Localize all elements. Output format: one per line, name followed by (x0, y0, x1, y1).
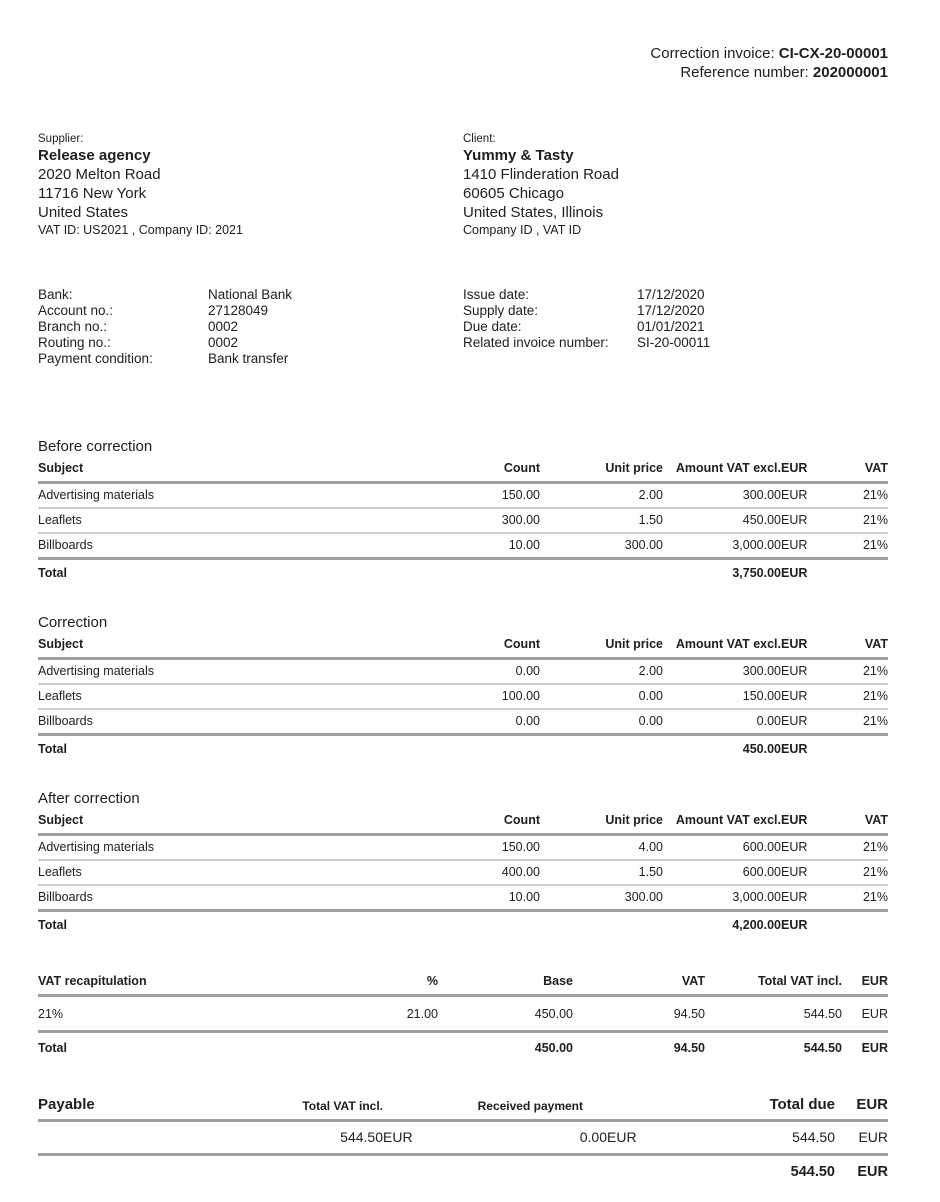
cell-vat: 21% (834, 684, 888, 709)
cell-unit-price: 1.50 (540, 860, 663, 885)
cell-count: 10.00 (423, 533, 540, 559)
document-header (38, 0, 888, 82)
details-section (38, 287, 888, 367)
cell-count: 0.00 (423, 709, 540, 735)
cell-subject: Leaflets (38, 684, 423, 709)
table-row (38, 885, 888, 911)
recap-header-row (38, 971, 888, 996)
payable-total-due-currency: EUR (835, 1121, 888, 1155)
col-header-subject: Subject (38, 810, 423, 835)
total-amount: 4,200.00 (732, 918, 781, 932)
col-header-amount: Amount VAT excl. (663, 810, 781, 835)
table-header-row (38, 810, 888, 835)
correction-invoice-number: CI-CX-20-00001 (778, 45, 888, 62)
table-row (38, 659, 888, 685)
recap-currency: EUR (842, 996, 888, 1032)
payable-received-amount: 0.00 (443, 1121, 607, 1155)
cell-vat: 21% (834, 885, 888, 911)
branch-value: 0002 (208, 319, 239, 334)
payable-total-vat-currency: EUR (383, 1121, 443, 1155)
table-row (38, 835, 888, 861)
recap-total-amount: 544.50 (803, 1041, 842, 1055)
cell-amount: 300.00 (663, 659, 781, 685)
table-row (38, 533, 888, 559)
bank-value: National Bank (208, 287, 293, 302)
cell-subject: Leaflets (38, 860, 423, 885)
col-header-currency: EUR (781, 810, 834, 835)
total-currency: EUR (781, 742, 808, 756)
cell-amount: 300.00 (663, 483, 781, 509)
cell-amount: 3,000.00 (663, 533, 781, 559)
reference-number-label: Reference number: (680, 64, 809, 81)
bank-row (38, 287, 463, 303)
payable-header-total-due: Total due (667, 1093, 835, 1121)
reference-number-line (38, 63, 888, 82)
cell-unit-price: 0.00 (540, 684, 663, 709)
before-correction-table (38, 458, 888, 585)
section-after-correction (38, 791, 888, 937)
related-invoice-row (463, 335, 888, 351)
cell-subject: Billboards (38, 533, 423, 559)
cell-count: 100.00 (423, 684, 540, 709)
account-label: Account no.: (38, 303, 114, 318)
section-title-before-correction: Before correction (38, 438, 153, 455)
table-header-row (38, 458, 888, 483)
total-label: Total (38, 918, 67, 932)
table-header-row (38, 634, 888, 659)
col-header-unit-price: Unit price (540, 810, 663, 835)
supplier-label: Supplier: (38, 133, 84, 145)
total-amount: 3,750.00 (732, 566, 781, 580)
cell-unit-price: 1.50 (540, 508, 663, 533)
correction-table (38, 634, 888, 761)
cell-unit-price: 2.00 (540, 483, 663, 509)
table-row (38, 508, 888, 533)
recap-total-base: 450.00 (534, 1041, 573, 1055)
cell-count: 400.00 (423, 860, 540, 885)
cell-subject: Billboards (38, 885, 423, 911)
related-invoice-label: Related invoice number: (463, 335, 609, 350)
issue-date-row (463, 287, 888, 303)
cell-unit-price: 300.00 (540, 885, 663, 911)
due-date-value: 01/01/2021 (637, 319, 705, 334)
payable-header-currency: EUR (835, 1093, 888, 1121)
recap-row (38, 996, 888, 1032)
col-header-count: Count (423, 634, 540, 659)
recap-vat: 94.50 (573, 996, 705, 1032)
reference-number-value: 202000001 (812, 64, 888, 81)
col-header-unit-price: Unit price (540, 458, 663, 483)
recap-total-row (38, 1032, 888, 1062)
total-label: Total (38, 566, 67, 580)
cell-amount: 3,000.00 (663, 885, 781, 911)
cell-currency: EUR (781, 483, 834, 509)
table-total-row (38, 735, 888, 762)
correction-invoice-line (38, 44, 888, 63)
client-label: Client: (463, 133, 496, 145)
table-row (38, 684, 888, 709)
cell-vat: 21% (834, 835, 888, 861)
recap-total-vat: 94.50 (673, 1041, 705, 1055)
invoice-details (463, 287, 888, 367)
payable-header-row (38, 1093, 888, 1121)
routing-value: 0002 (208, 335, 239, 350)
cell-unit-price: 2.00 (540, 659, 663, 685)
supply-date-row (463, 303, 888, 319)
cell-currency: EUR (781, 709, 834, 735)
parties-section (38, 132, 888, 239)
total-currency: EUR (781, 566, 808, 580)
supplier-address-line3: United States (38, 204, 129, 221)
payable-table (38, 1093, 888, 1186)
cell-amount: 450.00 (663, 508, 781, 533)
section-correction (38, 615, 888, 761)
client-block (463, 132, 888, 239)
cell-subject: Billboards (38, 709, 423, 735)
cell-count: 150.00 (423, 835, 540, 861)
col-header-currency: EUR (781, 458, 834, 483)
recap-total-label: Total (38, 1041, 67, 1055)
account-value: 27128049 (208, 303, 269, 318)
payable-total-due-amount: 544.50 (667, 1121, 835, 1155)
cell-unit-price: 300.00 (540, 533, 663, 559)
client-address-line1: 1410 Flinderation Road (463, 166, 619, 183)
recap-header-vat: VAT (573, 971, 705, 996)
account-row (38, 303, 463, 319)
cell-count: 150.00 (423, 483, 540, 509)
issue-date-value: 17/12/2020 (637, 287, 705, 302)
col-header-subject: Subject (38, 458, 423, 483)
table-row (38, 709, 888, 735)
payment-condition-label: Payment condition: (38, 351, 153, 366)
col-header-count: Count (423, 810, 540, 835)
payment-condition-value: Bank transfer (208, 351, 289, 366)
cell-vat: 21% (834, 709, 888, 735)
cell-vat: 21% (834, 483, 888, 509)
cell-currency: EUR (781, 684, 834, 709)
payment-condition-row (38, 351, 463, 367)
cell-currency: EUR (781, 508, 834, 533)
branch-row (38, 319, 463, 335)
cell-unit-price: 4.00 (540, 835, 663, 861)
supplier-ids: VAT ID: US2021 , Company ID: 2021 (38, 223, 243, 237)
due-date-label: Due date: (463, 319, 522, 334)
supplier-block (38, 132, 463, 239)
col-header-currency: EUR (781, 634, 834, 659)
bank-details (38, 287, 463, 367)
page-content (38, 0, 888, 1186)
cell-vat: 21% (834, 659, 888, 685)
section-before-correction (38, 439, 888, 585)
total-currency: EUR (781, 918, 808, 932)
total-amount: 450.00 (742, 742, 781, 756)
payable-grand-total-currency: EUR (857, 1164, 888, 1180)
recap-rate: 21% (38, 996, 338, 1032)
supply-date-label: Supply date: (463, 303, 539, 318)
cell-amount: 600.00 (663, 860, 781, 885)
recap-base: 450.00 (438, 996, 573, 1032)
due-date-row (463, 319, 888, 335)
total-label: Total (38, 742, 67, 756)
supplier-name: Release agency (38, 147, 151, 164)
branch-label: Branch no.: (38, 319, 108, 334)
payable-section (38, 1093, 888, 1186)
cell-unit-price: 0.00 (540, 709, 663, 735)
routing-label: Routing no.: (38, 335, 111, 350)
cell-vat: 21% (834, 860, 888, 885)
vat-recapitulation-section (38, 971, 888, 1061)
cell-subject: Leaflets (38, 508, 423, 533)
payable-values-row (38, 1121, 888, 1155)
col-header-vat: VAT (834, 810, 888, 835)
recap-total: 544.50 (705, 996, 842, 1032)
table-row (38, 483, 888, 509)
payable-total-vat-amount: 544.50 (278, 1121, 383, 1155)
recap-header-currency: EUR (842, 971, 888, 996)
table-total-row (38, 911, 888, 938)
related-invoice-value: SI-20-00011 (637, 335, 711, 350)
cell-amount: 150.00 (663, 684, 781, 709)
cell-currency: EUR (781, 860, 834, 885)
client-address-line3: United States, Illinois (463, 204, 604, 221)
payable-grand-total-amount: 544.50 (790, 1164, 835, 1180)
col-header-unit-price: Unit price (540, 634, 663, 659)
payable-header-received: Received payment (443, 1093, 607, 1121)
col-header-subject: Subject (38, 634, 423, 659)
after-correction-table (38, 810, 888, 937)
col-header-vat: VAT (834, 458, 888, 483)
payable-header-label: Payable (38, 1093, 278, 1121)
table-total-row (38, 559, 888, 586)
col-header-amount: Amount VAT excl. (663, 458, 781, 483)
cell-subject: Advertising materials (38, 659, 423, 685)
cell-count: 10.00 (423, 885, 540, 911)
client-address-line2: 60605 Chicago (463, 185, 564, 202)
table-row (38, 860, 888, 885)
bank-label: Bank: (38, 287, 73, 302)
issue-date-label: Issue date: (463, 287, 530, 302)
payable-header-total-vat: Total VAT incl. (278, 1093, 383, 1121)
supplier-address-line2: 11716 New York (38, 185, 147, 202)
cell-currency: EUR (781, 885, 834, 911)
supplier-address-line1: 2020 Melton Road (38, 166, 161, 183)
supply-date-value: 17/12/2020 (637, 303, 705, 318)
recap-header-base: Base (438, 971, 573, 996)
client-ids: Company ID , VAT ID (463, 223, 582, 237)
section-title-after-correction: After correction (38, 790, 140, 807)
recap-header-percent: % (338, 971, 438, 996)
cell-subject: Advertising materials (38, 483, 423, 509)
recap-header-total: Total VAT incl. (705, 971, 842, 996)
recap-total-currency: EUR (861, 1041, 888, 1055)
recap-header-label: VAT recapitulation (38, 971, 338, 996)
cell-currency: EUR (781, 533, 834, 559)
cell-currency: EUR (781, 835, 834, 861)
col-header-vat: VAT (834, 634, 888, 659)
cell-count: 300.00 (423, 508, 540, 533)
section-title-correction: Correction (38, 614, 108, 631)
client-name: Yummy & Tasty (463, 147, 574, 164)
cell-count: 0.00 (423, 659, 540, 685)
correction-invoice-label: Correction invoice: (650, 45, 775, 62)
cell-amount: 600.00 (663, 835, 781, 861)
cell-subject: Advertising materials (38, 835, 423, 861)
payable-received-currency: EUR (607, 1121, 667, 1155)
col-header-amount: Amount VAT excl. (663, 634, 781, 659)
recap-percent: 21.00 (338, 996, 438, 1032)
vat-recapitulation-table (38, 971, 888, 1061)
cell-vat: 21% (834, 533, 888, 559)
routing-row (38, 335, 463, 351)
cell-vat: 21% (834, 508, 888, 533)
col-header-count: Count (423, 458, 540, 483)
cell-currency: EUR (781, 659, 834, 685)
cell-amount: 0.00 (663, 709, 781, 735)
payable-grand-total-row (38, 1155, 888, 1187)
